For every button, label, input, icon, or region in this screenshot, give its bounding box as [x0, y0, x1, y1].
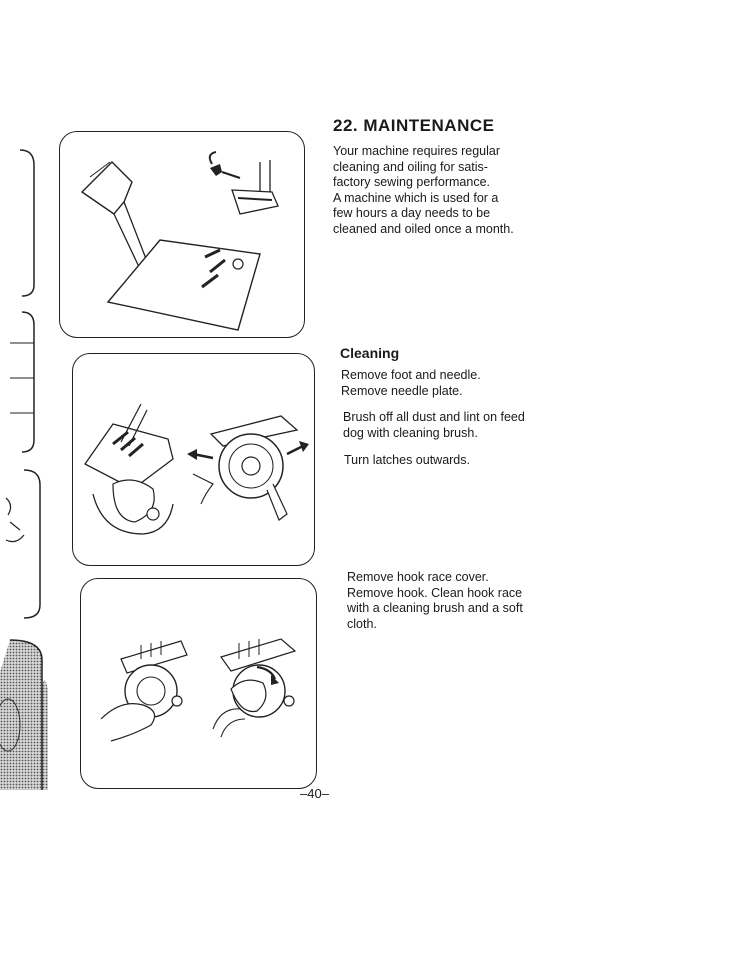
cleaning-title: Cleaning — [340, 345, 400, 361]
cleaning-step-brush-feed-dog: Brush off all dust and lint on feed dog with cleaning brush. — [343, 410, 525, 440]
illustration-remove-needle-plate — [59, 131, 305, 338]
feed-dog-brush-drawing — [73, 354, 314, 565]
maintenance-intro: Your machine requires regular cleaning and oiling for satis- factory sewing performance. A machine which is used for a few hours a day needs to be cleaned and oiled once a month. — [333, 144, 514, 236]
screwdriver-needle-plate-drawing — [60, 132, 304, 337]
cleaning-step-remove-hook: Remove hook race cover. Remove hook. Clean hook race with a cleaning brush and a soft cloth. — [347, 570, 523, 631]
illustration-remove-and-clean-hook — [80, 578, 317, 789]
hook-cleaning-drawing — [81, 579, 316, 788]
cleaning-step-remove-foot: Remove foot and needle. Remove needle plate. — [341, 368, 481, 398]
section-title: 22. MAINTENANCE — [333, 116, 495, 135]
cleaning-step-turn-latches: Turn latches outwards. — [344, 453, 470, 467]
facing-page-edge — [0, 0, 60, 954]
illustration-brush-feed-dog-and-latches — [72, 353, 315, 566]
page-number: –40– — [300, 786, 329, 801]
